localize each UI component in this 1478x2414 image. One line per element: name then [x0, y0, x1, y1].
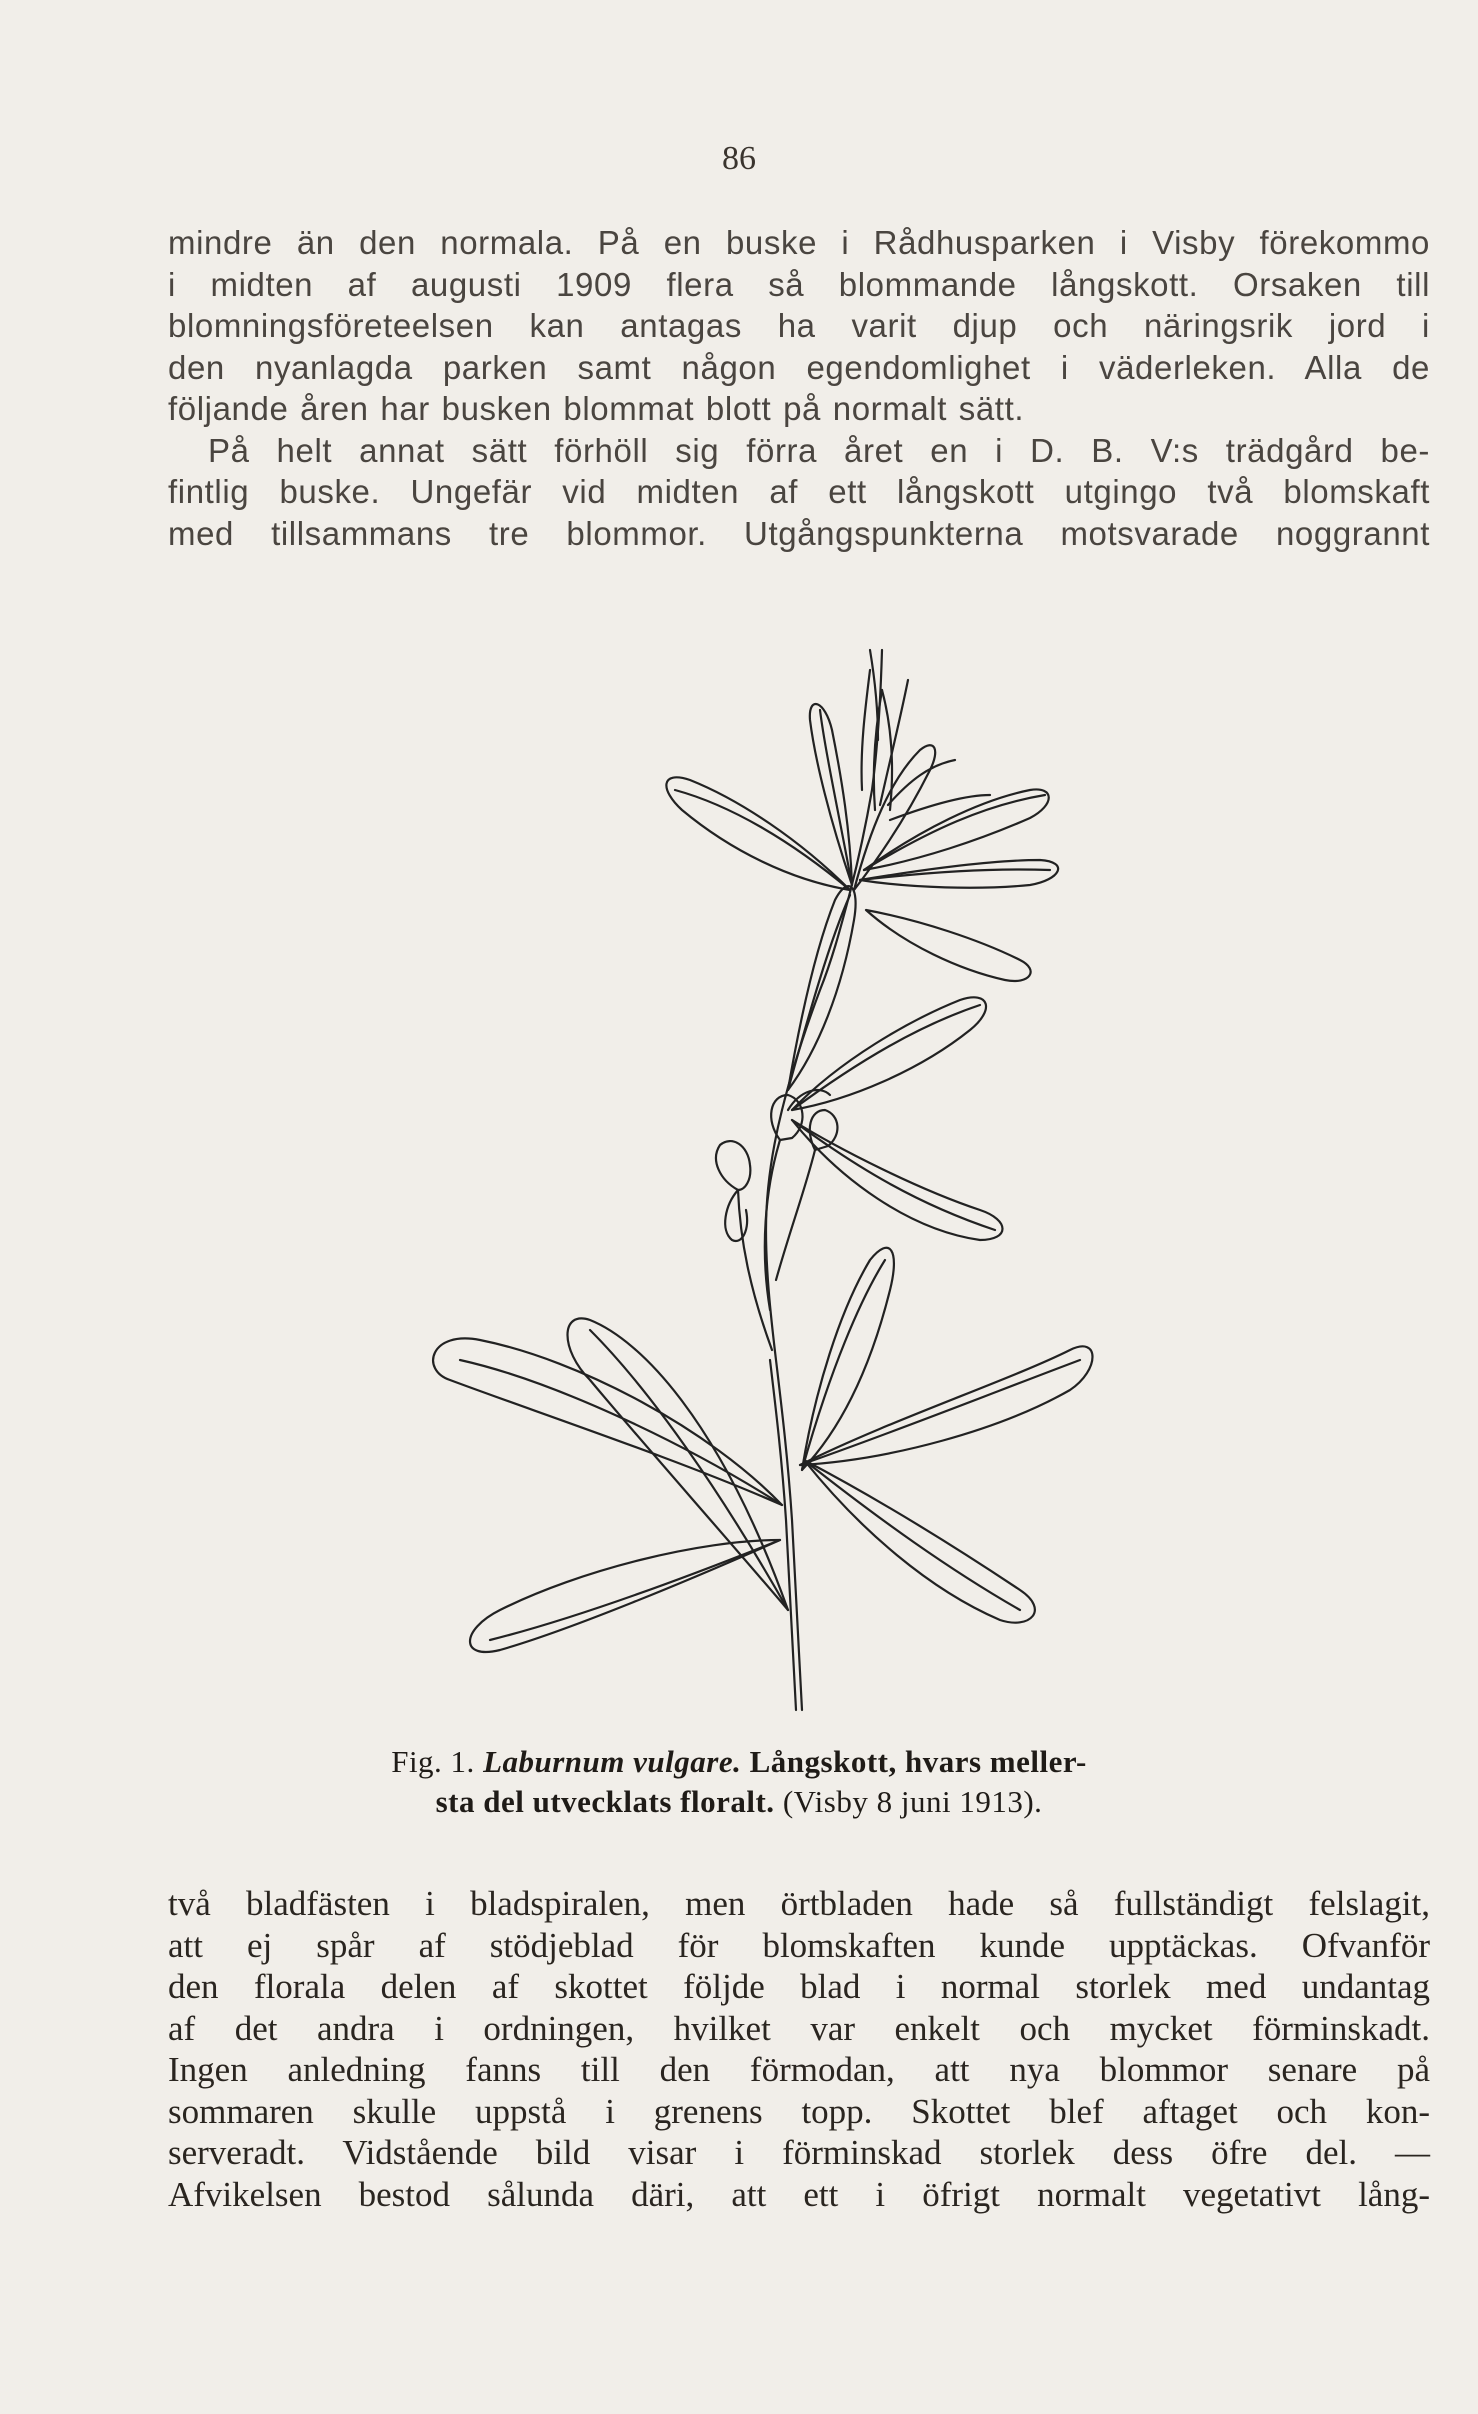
leaflet-vein — [792, 1005, 980, 1110]
text-line: fintlig buske. Ungefär vid midten af ett långskott utgingo två blomskaft — [168, 473, 1430, 510]
bud — [870, 650, 878, 740]
leaflet — [470, 1540, 780, 1652]
leaflet — [800, 1346, 1093, 1465]
leaflet — [433, 1338, 782, 1505]
caption-species: Laburnum vulgare. — [483, 1744, 742, 1779]
text-line: två bladfästen i bladspiralen, men örtbladen hade så fullständigt felslagit, — [168, 1884, 1430, 1923]
leaflet-vein — [800, 1360, 1080, 1465]
leaflet — [568, 1318, 789, 1610]
text-line: På helt annat sätt förhöll sig förra året en i D. B. V:s trädgård be- — [208, 431, 1430, 469]
text-line: den nyanlagda parken samt någon egendomlighet i väderleken. Alla de — [168, 348, 1430, 386]
laburnum-illustration — [420, 590, 1120, 1720]
leaflet-vein — [590, 1330, 788, 1610]
bud — [888, 760, 955, 805]
text-line: sommaren skulle uppstå i grenens topp. Skottet blef aftaget och kon- — [168, 2091, 1430, 2131]
text-line: Ingen anledning fanns till den förmodan, att nya blommor senare på — [168, 2050, 1430, 2089]
leaflet-vein — [804, 1460, 1020, 1610]
flower — [716, 1141, 750, 1190]
caption-prefix: Fig. 1. — [391, 1744, 475, 1779]
text-line: att ej spår af stödjeblad för blomskaften kunde upptäckas. Ofvanför — [168, 1925, 1430, 1965]
flower-stalk — [776, 1150, 815, 1280]
caption-date: (Visby 8 juni 1913). — [782, 1784, 1043, 1819]
text-line: mindre än den normala. På en buske i Rådhusparken i Visby förekommo — [168, 224, 1430, 261]
bottom-paragraph — [168, 1883, 1430, 2215]
figure-caption-line-1 — [0, 1744, 1478, 1780]
text-line: blomningsföreteelsen kan antagas ha varit djup och näringsrik jord i — [168, 307, 1430, 344]
caption-text: Långskott, hvars meller- — [749, 1744, 1087, 1779]
caption-text: sta del utvecklats floralt. — [435, 1784, 775, 1819]
text-line: den florala delen af skottet följde blad i normal storlek med undantag — [168, 1967, 1430, 2006]
figure-caption-line-2 — [0, 1784, 1478, 1820]
text-line: Afvikelsen bestod sålunda däri, att ett i öfrigt normalt vegetativt lång- — [168, 2174, 1430, 2214]
page-number: 86 — [722, 140, 756, 177]
flower — [771, 1095, 802, 1140]
leaflet-vein — [675, 790, 850, 890]
main-stem — [766, 650, 882, 1710]
text-line: i midten af augusti 1909 flera så blommande långskott. Orsaken till — [168, 265, 1430, 303]
text-line: följande åren har busken blommat blott på normalt sätt. — [168, 390, 1025, 427]
text-line: serveradt. Vidstående bild visar i förminskad storlek dess öfre del. — — [168, 2133, 1430, 2172]
top-paragraph — [168, 222, 1430, 554]
leaflet — [666, 777, 850, 890]
leaflet — [866, 910, 1031, 981]
flower — [725, 1190, 747, 1241]
text-line: med tillsammans tre blommor. Utgångspunkterna motsvarade noggrannt — [168, 514, 1430, 552]
bud — [862, 670, 870, 790]
text-line: af det andra i ordningen, hvilket var enkelt och mycket förminskadt. — [168, 2008, 1430, 2048]
leaflet-vein — [490, 1540, 780, 1640]
